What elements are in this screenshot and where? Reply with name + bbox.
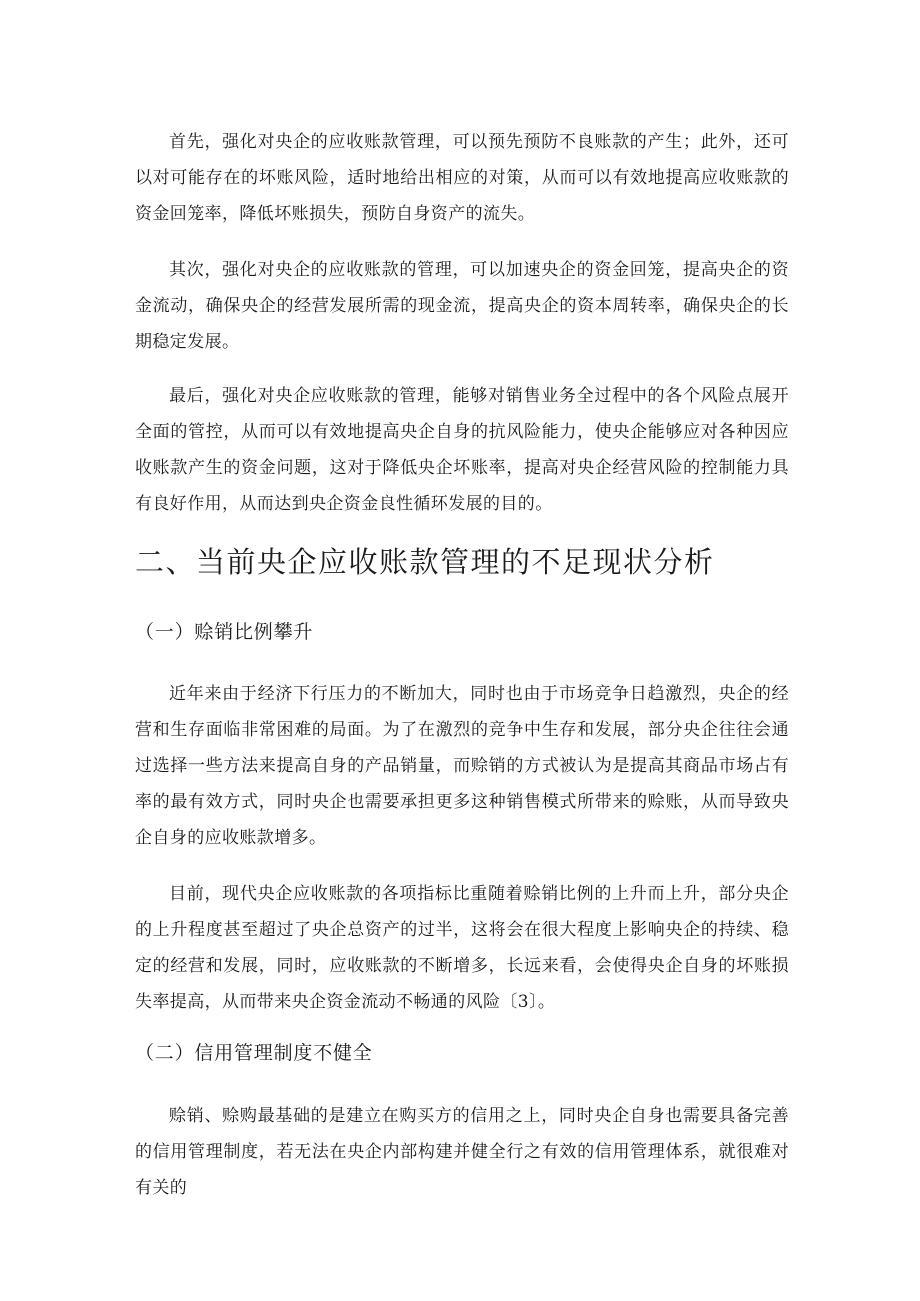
paragraph-first: 首先，强化对央企的应收账款管理，可以预先预防不良账款的产生；此外，还可以对可能存在的坏账风险，适时地给出相应的对策，从而可以有效地提高应收账款的资金回笼率，降低坏账损失，预防自身资产的流失。 <box>135 132 789 224</box>
paragraph-credit-sales-2: 目前，现代央企应收账款的各项指标比重随着赊销比例的上升而上升，部分央企的上升程度甚至超过了央企总资产的过半，这将会在很大程度上影响央企的持续、稳定的经营和发展，同时，应收账款的不断增多，长远来看，会使得央企自身的坏账损失率提高，从而带来央企资金流动不畅通的风险〔3〕。 <box>135 884 789 1012</box>
paragraph-second: 其次，强化对央企的应收账款的管理，可以加速央企的资金回笼，提高央企的资金流动，确保央企的经营发展所需的现金流，提高央企的资本周转率，确保央企的长期稳定发展。 <box>135 260 789 352</box>
subsection-heading-2: （二）信用管理制度不健全 <box>135 1042 373 1064</box>
section-heading: 二、当前央企应收账款管理的不足现状分析 <box>135 545 715 579</box>
paragraph-last: 最后，强化对央企应收账款的管理，能够对销售业务全过程中的各个风险点展开全面的管控，从而可以有效地提高央企自身的抗风险能力，使央企能够应对各种因应收账款产生的资金问题，这对于降低央企坏账率，提高对央企经营风险的控制能力具有良好作用，从而达到央企资金良性循环发展的目的。 <box>135 386 789 514</box>
paragraph-credit-management: 赊销、赊购最基础的是建立在购买方的信用之上，同时央企自身也需要具备完善的信用管理制度，若无法在央企内部构建并健全行之有效的信用管理体系，就很难对有关的 <box>135 1106 789 1198</box>
paragraph-credit-sales-1: 近年来由于经济下行压力的不断加大，同时也由于市场竞争日趋激烈，央企的经营和生存面临非常困难的局面。为了在激烈的竞争中生存和发展，部分央企往往会通过选择一些方法来提高自身的产品销量，而赊销的方式被认为是提高其商品市场占有率的最有效方式，同时央企也需要承担更多这种销售模式所带来的赊账，从而导致央企自身的应收账款增多。 <box>135 684 789 848</box>
subsection-heading-1: （一）赊销比例攀升 <box>135 621 314 643</box>
